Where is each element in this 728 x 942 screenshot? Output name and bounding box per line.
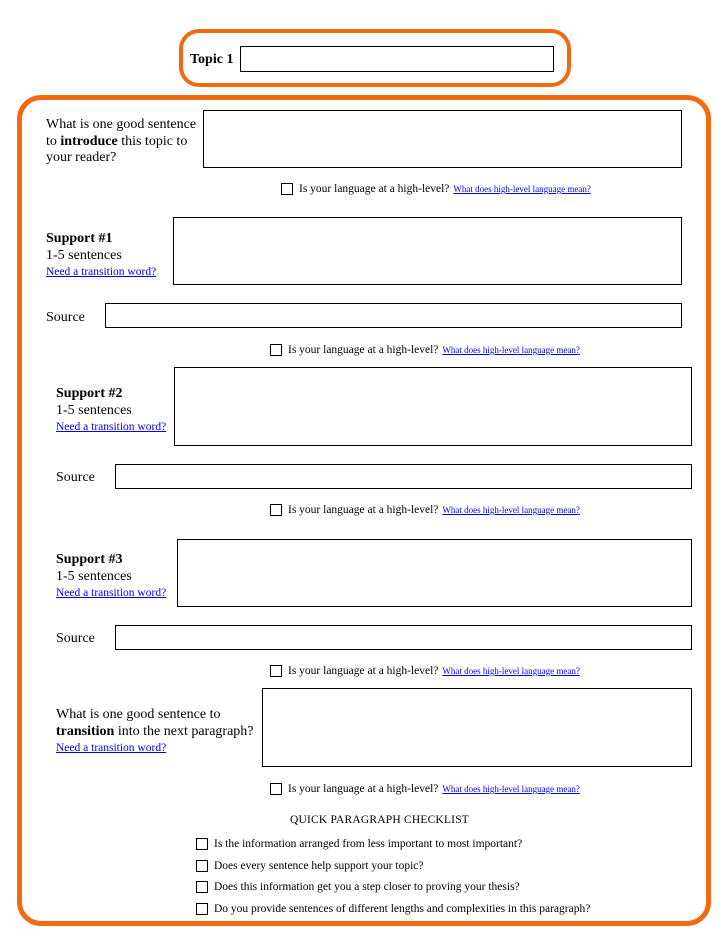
support-3-source-input[interactable] (115, 625, 692, 650)
language-check-support-2 (270, 502, 580, 518)
language-check-label: Is your language at a high-level? (288, 504, 439, 516)
language-check-transition (270, 781, 580, 797)
high-level-language-link[interactable]: What does high-level language mean? (442, 784, 580, 794)
support-3-source-label: Source (56, 631, 95, 646)
support-1-title: Support #1 (46, 231, 113, 246)
support-3-label (56, 552, 166, 602)
support-2-title: Support #2 (56, 386, 123, 401)
language-checkbox-intro[interactable] (281, 183, 293, 195)
topic-label: Topic 1 (190, 52, 234, 67)
support-2-source-input[interactable] (115, 464, 692, 489)
intro-sentence-field[interactable] (203, 110, 682, 168)
high-level-language-link[interactable]: What does high-level language mean? (442, 666, 580, 676)
language-checkbox-support-3[interactable] (270, 665, 282, 677)
support-3-transition-link[interactable]: Need a transition word? (56, 587, 167, 599)
intro-question (46, 117, 196, 167)
checklist-item-label: Does every sentence help support your topic? (214, 860, 424, 872)
transition-link[interactable]: Need a transition word? (56, 742, 167, 754)
support-2-source-label: Source (56, 470, 95, 485)
intro-question-line1: What is one good sentence (46, 117, 197, 132)
checklist-title: QUICK PARAGRAPH CHECKLIST (290, 814, 470, 826)
language-checkbox-support-1[interactable] (270, 344, 282, 356)
transition-question-line1: What is one good sentence to (56, 707, 221, 722)
checklist-checkbox-4[interactable] (196, 903, 208, 915)
support-1-sentences: 1-5 sentences (46, 247, 122, 263)
checklist-item (196, 879, 520, 895)
language-check-label: Is your language at a high-level? (299, 183, 450, 195)
support-3-field[interactable] (177, 539, 692, 607)
support-2-transition-link[interactable]: Need a transition word? (56, 421, 167, 433)
checklist-item (196, 858, 424, 874)
checklist-checkbox-2[interactable] (196, 860, 208, 872)
transition-question (56, 707, 254, 757)
topic-input[interactable] (240, 46, 554, 72)
language-check-label: Is your language at a high-level? (288, 783, 439, 795)
checklist-item (196, 836, 522, 852)
checklist-checkbox-3[interactable] (196, 881, 208, 893)
language-check-label: Is your language at a high-level? (288, 665, 439, 677)
high-level-language-link[interactable]: What does high-level language mean? (453, 184, 591, 194)
transition-sentence-field[interactable] (262, 688, 692, 767)
checklist-item-label: Does this information get you a step closer to proving your thesis? (214, 881, 520, 893)
intro-keyword: introduce (60, 133, 118, 149)
support-3-title: Support #3 (56, 552, 123, 567)
high-level-language-link[interactable]: What does high-level language mean? (442, 505, 580, 515)
transition-keyword: transition (56, 723, 115, 739)
support-2-sentences: 1-5 sentences (56, 402, 132, 418)
language-checkbox-transition[interactable] (270, 783, 282, 795)
intro-question-line2: to introduce this topic to (46, 133, 188, 149)
transition-question-line2: transition into the next paragraph? (56, 723, 254, 739)
support-2-field[interactable] (174, 367, 692, 446)
language-check-support-3 (270, 663, 580, 679)
support-1-field[interactable] (173, 217, 682, 285)
language-check-support-1 (270, 342, 580, 358)
language-check-intro (281, 181, 591, 197)
support-1-label (46, 231, 156, 281)
high-level-language-link[interactable]: What does high-level language mean? (442, 345, 580, 355)
language-checkbox-support-2[interactable] (270, 504, 282, 516)
checklist-item-label: Is the information arranged from less important to most important? (214, 838, 523, 850)
intro-question-line3: your reader? (46, 150, 117, 165)
checklist-checkbox-1[interactable] (196, 838, 208, 850)
checklist-item (196, 901, 590, 917)
language-check-label: Is your language at a high-level? (288, 344, 439, 356)
support-1-transition-link[interactable]: Need a transition word? (46, 266, 157, 278)
support-3-sentences: 1-5 sentences (56, 568, 132, 584)
support-1-source-input[interactable] (105, 303, 682, 328)
support-2-label (56, 386, 166, 436)
checklist-item-label: Do you provide sentences of different lengths and complexities in this paragraph? (214, 903, 591, 915)
support-1-source-label: Source (46, 310, 85, 325)
